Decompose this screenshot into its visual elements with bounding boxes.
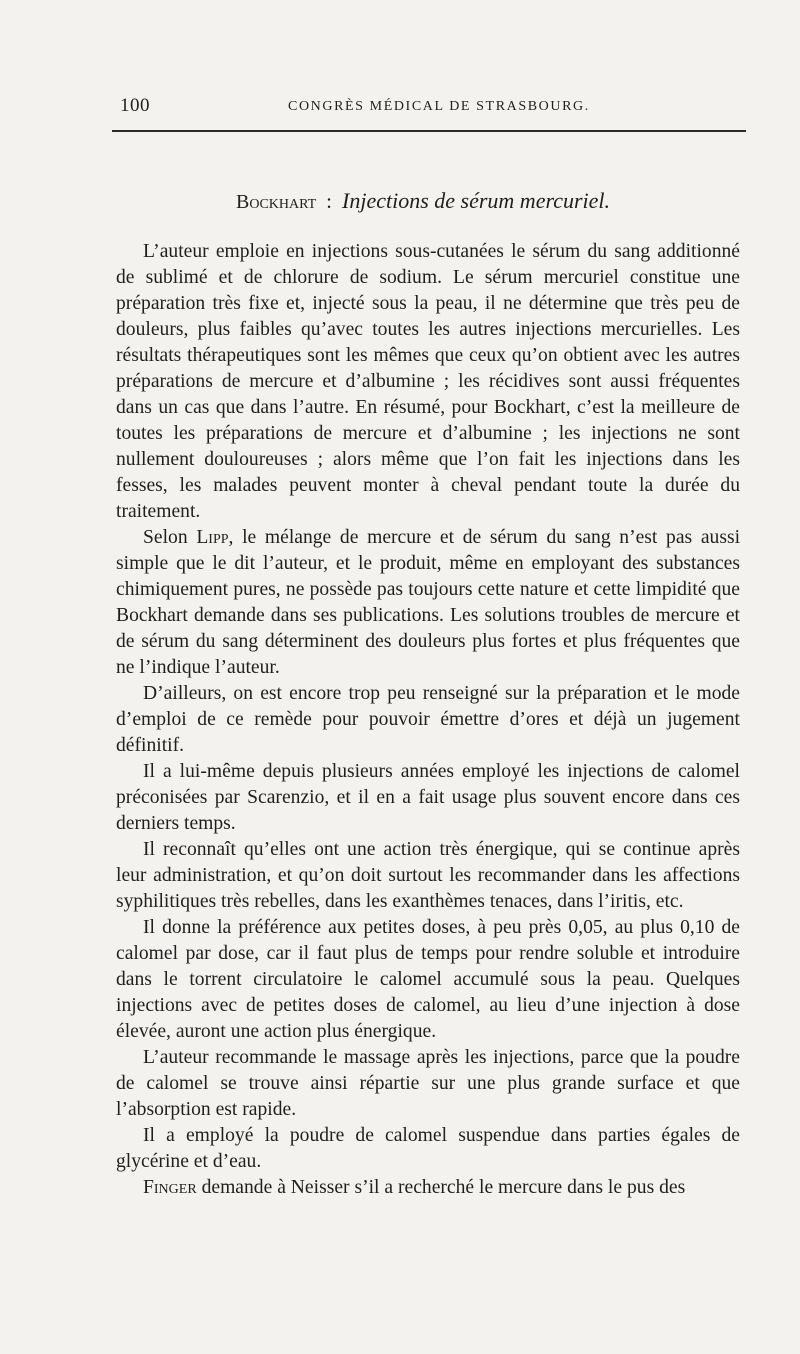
page-header [114,95,744,121]
paragraph-text: Il a employé la poudre de calomel suspendue dans parties égales de glycérine et d’eau. [116,1125,740,1172]
paragraph [116,525,740,681]
paragraph-lead: Selon [143,527,197,548]
paragraph-text: , le mélange de mercure et de sérum du sang n’est pas aussi simple que le dit l’auteur, et le produit, même en employant des substances chimiquement pures, ne possède pas toujours cette nature et cette limpidité que Bockhart demande dans ses publications. Les solutions troubles de mercure et de sérum du sang déterminent des douleurs plus fortes et plus fréquentes que ne l’indique l’auteur. [116,527,741,678]
paragraph-text: D’ailleurs, on est encore trop peu renseigné sur la préparation et le mode d’emploi de ce remède pour pouvoir émettre d’ores et déjà un jugement définitif. [116,683,740,756]
title-separator: : [326,189,333,213]
paragraph-text: Il a lui-même depuis plusieurs années employé les injections de calomel préconisées par Scarenzio, et il en a fait usage plus souvent encore dans ces derniers temps. [116,761,740,834]
article-body [116,239,740,1201]
paragraph [116,1045,740,1123]
paragraph-text: Il donne la préférence aux petites doses, à peu près 0,05, au plus 0,10 de calomel par dose, car il faut plus de temps pour rendre soluble et introduire dans le torrent circulatoire le calomel accumulé sous la peau. Quelques injections avec de petites doses de calomel, au lieu d’une injection à dose élevée, auront une action plus énergique. [116,917,740,1042]
page-number: 100 [120,95,150,116]
paragraph [116,915,740,1045]
header-rule [112,130,746,132]
running-title: CONGRÈS MÉDICAL DE STRASBOURG. [288,99,590,114]
article-title [236,188,610,214]
paragraph [116,681,740,759]
paragraph [116,837,740,915]
paragraph-text: Il reconnaît qu’elles ont une action très énergique, qui se continue après leur administration, et qu’on doit surtout les recommander dans les affections syphilitiques très rebelles, dans les exanthèmes tenaces, dans l’iritis, etc. [116,839,740,912]
paragraph-text: L’auteur emploie en injections sous-cutanées le sérum du sang additionné de sublimé et de chlorure de sodium. Le sérum mercuriel constitue une préparation très fixe et, injecté sous la peau, il ne détermine que très peu de douleurs, plus faibles qu’avec toutes les autres injections mercurielles. Les résultats thérapeutiques sont les mêmes que ceux qu’on obtient avec les autres préparations de mercure et d’albumine ; les récidives sont aussi fréquentes dans un cas que dans l’autre. En résumé, pour Bockhart, c’est la meilleure de toutes les préparations de mercure et d’albumine ; les injections ne sont nullement douloureuses ; alors même que l’on fait les injections dans les fesses, les malades peuvent monter à cheval pendant toute la durée du traitement. [116,241,740,522]
paragraph [116,1123,740,1175]
person-name: Lipp [196,527,229,548]
article-subject: Injections de sérum mercuriel. [342,188,611,213]
person-name: Finger [143,1177,197,1198]
paragraph [116,759,740,837]
paragraph-text: demande à Neisser s’il a recherché le mercure dans le pus des [196,1177,686,1198]
article-author: Bockhart [236,191,317,213]
paragraph-text: L’auteur recommande le massage après les injections, parce que la poudre de calomel se trouve ainsi répartie sur une plus grande surface et que l’absorption est rapide. [116,1047,740,1120]
paragraph [116,1175,740,1201]
paragraph [116,239,740,525]
